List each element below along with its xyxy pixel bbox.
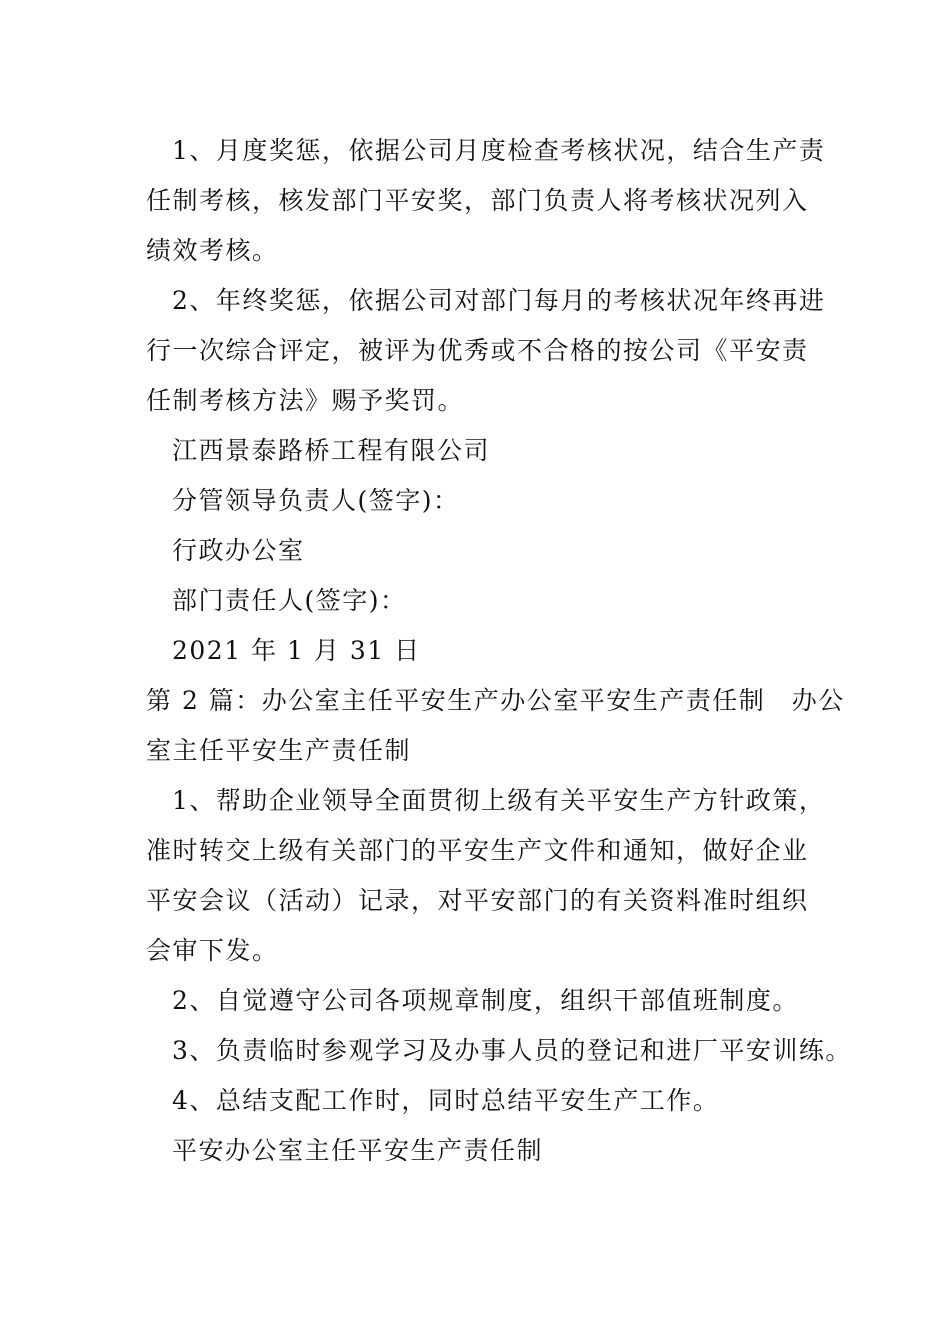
signature-line: 分管领导负责人(签字)： (172, 486, 460, 515)
paragraph-line: 2、年终奖惩，依据公司对部门每月的考核状况年终再进 (172, 286, 826, 315)
document-date: 2021 年 1 月 31 日 (172, 636, 421, 665)
paragraph-line: 2、自觉遵守公司各项规章制度，组织干部值班制度。 (172, 986, 799, 1015)
paragraph-line: 平安会议（活动）记录，对平安部门的有关资料准时组织 (146, 886, 809, 915)
paragraph-line: 4、总结支配工作时，同时总结平安生产工作。 (172, 1086, 720, 1115)
paragraph-line: 1、帮助企业领导全面贯彻上级有关平安生产方针政策， (172, 786, 826, 815)
paragraph-line: 行一次综合评定，被评为优秀或不合格的按公司《平安责 (146, 336, 809, 365)
paragraph-line: 会审下发。 (146, 936, 279, 965)
department-name: 行政办公室 (172, 536, 305, 565)
paragraph-line: 准时转交上级有关部门的平安生产文件和通知，做好企业 (146, 836, 809, 865)
document-body (146, 126, 852, 1176)
paragraph-line: 任制考核，核发部门平安奖，部门负责人将考核状况列入 (146, 186, 809, 215)
signature-line: 部门责任人(签字)： (172, 586, 407, 615)
paragraph-line: 任制考核方法》赐予奖罚。 (146, 386, 465, 415)
section-title: 平安办公室主任平安生产责任制 (172, 1136, 544, 1165)
company-name: 江西景泰路桥工程有限公司 (172, 436, 491, 465)
paragraph-line: 1、月度奖惩，依据公司月度检查考核状况，结合生产责 (172, 136, 826, 165)
paragraph-line: 3、负责临时参观学习及办事人员的登记和进厂平安训练。 (172, 1036, 852, 1065)
paragraph-line: 绩效考核。 (146, 236, 279, 265)
section-heading: 第 2 篇：办公室主任平安生产办公室平安生产责任制 办公 (146, 686, 845, 715)
section-heading: 室主任平安生产责任制 (146, 736, 412, 765)
